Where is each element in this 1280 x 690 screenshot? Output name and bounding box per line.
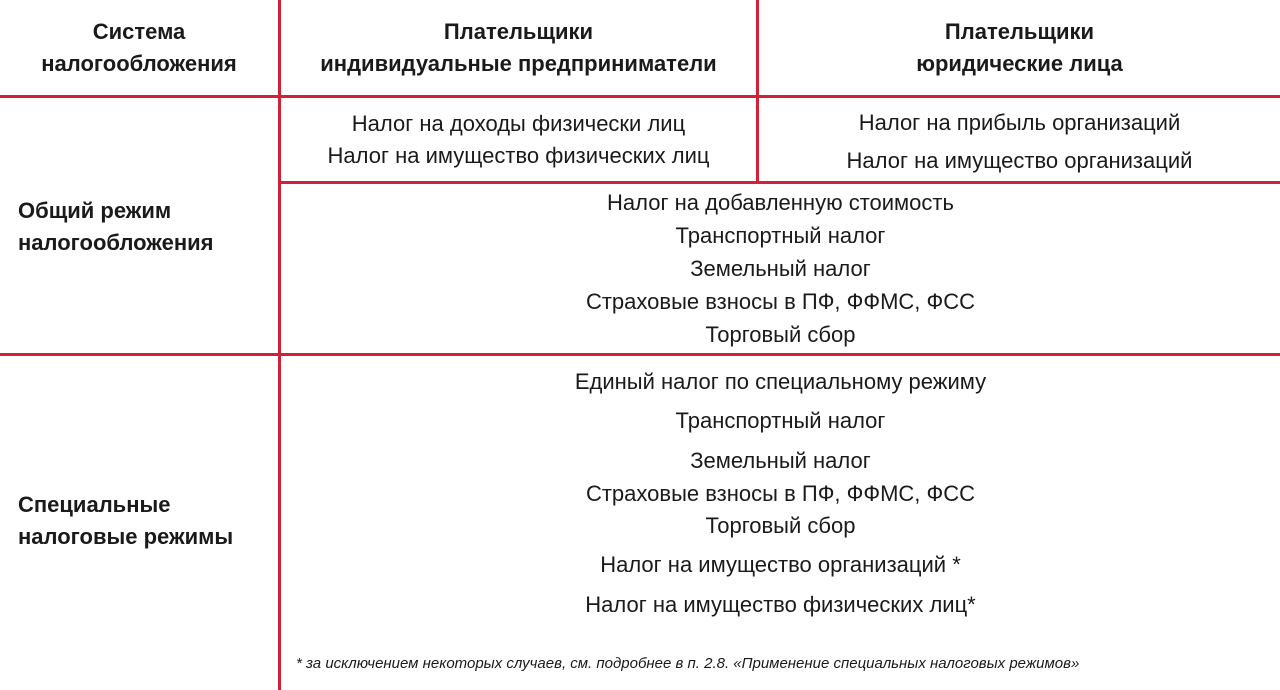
special-tax-1: Единый налог по специальному режиму <box>574 369 987 394</box>
header-system-line2: налогообложения <box>41 51 237 76</box>
header-divider <box>0 95 1280 98</box>
header-ul-line2: юридические лица <box>916 51 1123 76</box>
header-ip-line1: Плательщики <box>443 19 594 44</box>
common-tax-1: Налог на добавленную стоимость <box>607 190 954 215</box>
general-common-taxes <box>281 186 1280 351</box>
special-regime-label-line2: налоговые режимы <box>18 524 234 549</box>
header-ul <box>759 16 1280 80</box>
special-regime-label <box>18 489 233 553</box>
special-tax-3: Земельный налог <box>690 448 871 473</box>
special-regime-label-line1: Специальные <box>18 492 171 517</box>
ul-tax-1: Налог на прибыль организаций <box>858 110 1181 135</box>
general-regime-label-line2: налогообложения <box>18 230 214 255</box>
common-tax-5: Торговый сбор <box>705 322 856 347</box>
common-tax-4: Страховые взносы в ПФ, ФФМС, ФСС <box>585 289 976 314</box>
header-ul-line1: Плательщики <box>944 19 1095 44</box>
special-tax-5: Торговый сбор <box>705 513 856 538</box>
general-regime-label <box>18 195 213 259</box>
special-tax-6: Налог на имущество организаций * <box>600 552 961 577</box>
common-tax-2: Транспортный налог <box>675 223 886 248</box>
payer-specific-divider <box>278 181 1280 184</box>
ip-tax-1: Налог на доходы физически лиц <box>351 111 686 136</box>
header-system <box>0 16 278 80</box>
header-system-line1: Система <box>92 19 186 44</box>
ul-taxes <box>759 104 1280 180</box>
general-regime-label-line1: Общий режим <box>18 198 172 223</box>
footnote: * за исключением некоторых случаев, см. подробнее в п. 2.8. «Применение специальных налоговых режимов» <box>296 655 1080 672</box>
special-tax-7: Налог на имущество физических лиц* <box>585 592 976 617</box>
ip-tax-2: Налог на имущество физических лиц <box>327 143 710 168</box>
special-tax-2: Транспортный налог <box>675 408 886 433</box>
ul-tax-2: Налог на имущество организаций <box>846 148 1193 173</box>
ip-taxes <box>281 108 756 172</box>
special-tax-4: Страховые взносы в ПФ, ФФМС, ФСС <box>585 481 976 506</box>
regime-divider <box>0 353 1280 356</box>
common-tax-3: Земельный налог <box>690 256 871 281</box>
header-ip-line2: индивидуальные предприниматели <box>320 51 717 76</box>
header-ip <box>281 16 756 80</box>
